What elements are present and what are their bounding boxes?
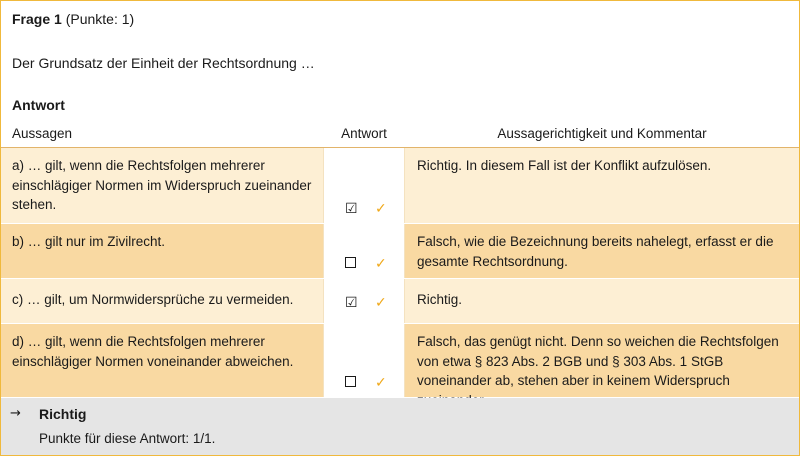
question-points: (Punkte: 1) xyxy=(65,11,135,27)
comment-text: Richtig. xyxy=(417,292,463,307)
table-row xyxy=(1,279,799,324)
empty-box-icon[interactable] xyxy=(345,256,356,272)
table-row xyxy=(1,324,799,398)
column-header-comment: Aussagerichtigkeit und Kommentar xyxy=(497,126,707,141)
question-label: Frage 1 xyxy=(12,11,62,27)
check-mark-icon: ✓ xyxy=(375,256,387,272)
table-row xyxy=(1,224,799,279)
answer-heading: Antwort xyxy=(12,97,65,113)
answer-table xyxy=(1,124,799,398)
result-title: Richtig xyxy=(39,406,87,422)
check-mark-icon: ✓ xyxy=(375,201,387,217)
checked-box-icon[interactable]: ☑ xyxy=(345,295,358,311)
statement-text: b) … gilt nur im Zivilrecht. xyxy=(12,234,166,249)
table-header xyxy=(1,124,799,148)
comment-text: Falsch, das genügt nicht. Denn so weichen die Rechtsfolgen von etwa § 823 Abs. 2 BGB und § 303 Abs. 1 StGB voneinander ab, stehen aber in keinem Widerspruch xyxy=(417,334,779,388)
question-text: Der Grundsatz der Einheit der Rechtsordnung … xyxy=(12,55,315,71)
statement-text: d) … gilt, wenn die Rechtsfolgen mehrerer einschlägiger Normen voneinander abweichen. xyxy=(12,334,294,369)
arrow-right-icon: → xyxy=(10,406,21,421)
result-panel xyxy=(1,398,799,455)
column-header-answer: Antwort xyxy=(341,126,387,141)
empty-box-icon[interactable] xyxy=(345,375,356,391)
statement-text: a) … gilt, wenn die Rechtsfolgen mehrerer einschlägiger Normen im Widerspruch zueinander stehen. xyxy=(12,158,312,212)
table-row xyxy=(1,148,799,224)
answer-cell xyxy=(323,148,405,223)
check-mark-icon: ✓ xyxy=(375,295,387,311)
result-points: Punkte für diese Antwort: 1/1. xyxy=(39,431,216,446)
answer-cell xyxy=(323,324,405,397)
statement-text: c) … gilt, um Normwidersprüche zu vermeiden. xyxy=(12,292,294,307)
check-mark-icon: ✓ xyxy=(375,375,387,391)
comment-text: Richtig. In diesem Fall ist der Konflikt aufzulösen. xyxy=(417,158,712,173)
comment-text: Falsch, wie die Bezeichnung bereits nahelegt, erfasst er die gesamte Rechtsordnung. xyxy=(417,234,774,269)
answer-cell xyxy=(323,224,405,278)
answer-cell xyxy=(323,279,405,323)
checked-box-icon[interactable]: ☑ xyxy=(345,201,358,217)
column-header-statements: Aussagen xyxy=(12,126,73,141)
question-header xyxy=(12,11,134,27)
